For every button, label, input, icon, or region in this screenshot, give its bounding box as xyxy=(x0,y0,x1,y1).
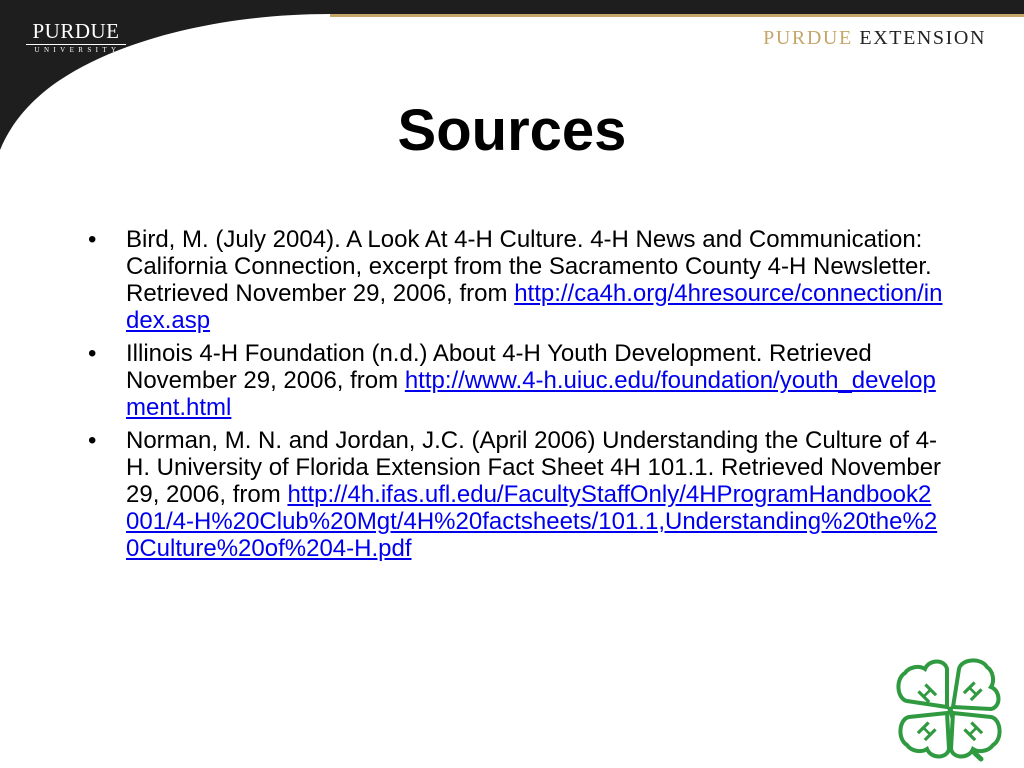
purdue-extension-logo xyxy=(763,27,986,50)
extension-logo-brand: PURDUE xyxy=(763,27,853,49)
bullet: • xyxy=(88,427,97,454)
bullet: • xyxy=(88,340,97,367)
logo-divider xyxy=(26,44,126,45)
university-wordmark: UNIVERSITY xyxy=(34,46,121,54)
source-item-bird xyxy=(88,226,943,334)
extension-logo-division: EXTENSION xyxy=(859,27,986,49)
4-h-clover-icon xyxy=(895,655,1005,763)
slide-title: Sources xyxy=(397,98,627,163)
source-item-illinois xyxy=(88,340,943,421)
bullet: • xyxy=(88,226,97,253)
purdue-wordmark: PURDUE xyxy=(32,19,120,43)
clover-letter: H xyxy=(912,678,942,708)
source-item-norman xyxy=(88,427,943,562)
clover-letter: H xyxy=(912,716,942,746)
purdue-university-logo xyxy=(26,20,126,55)
source-link-illinois[interactable]: http://www.4-h.uiuc.edu/foundation/youth_development.html xyxy=(126,367,936,421)
source-citation: Illinois 4-H Foundation (n.d.) About 4-H Youth Development. Retrieved November 29, 2006, from xyxy=(126,340,872,394)
source-link-ca4h[interactable]: http://ca4h.org/4hresource/connection/index.asp xyxy=(126,280,943,334)
sources-list xyxy=(88,226,943,568)
source-citation: Norman, M. N. and Jordan, J.C. (April 2006) Understanding the Culture of 4-H. University of Florida Extension Fact Sheet 4H 101.1. Retrieved November 29, 2006, from xyxy=(126,427,942,508)
clover-letter: H xyxy=(958,716,988,746)
source-citation: Bird, M. (July 2004). A Look At 4-H Culture. 4-H News and Communication: California Connection, excerpt from the Sacramento County 4-H Newsletter. Retrieved November 29, 2006, from xyxy=(126,226,932,307)
clover-letter: H xyxy=(958,676,988,706)
source-link-florida[interactable]: http://4h.ifas.ufl.edu/FacultyStaffOnly/4HProgramHandbook2001/4-H%20Club%20Mgt/4H%20factsheets/101.1,Understanding%20the%20Culture%20of%204-H.pdf xyxy=(126,481,938,562)
